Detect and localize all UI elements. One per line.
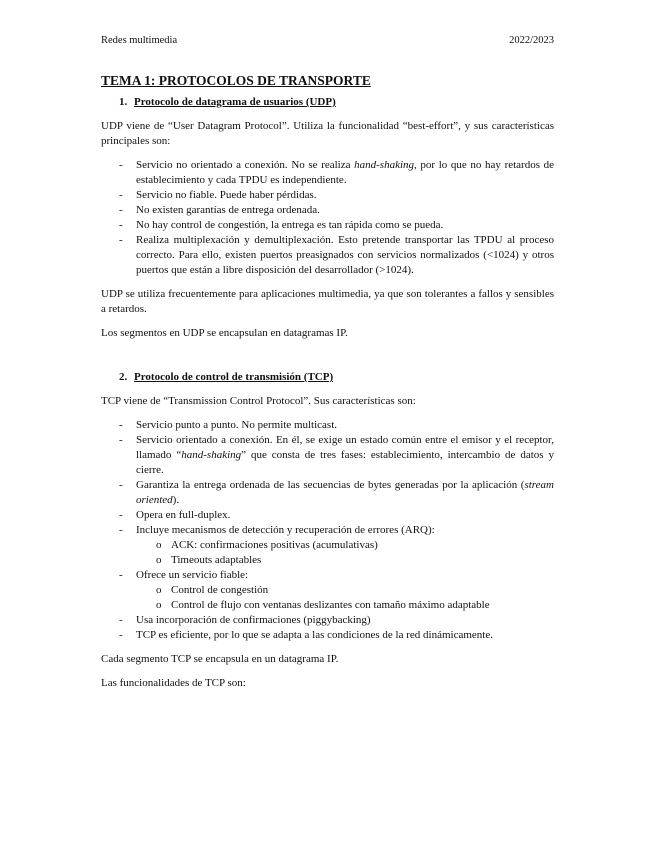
section-udp-title: Protocolo de datagrama de usuarios (UDP): [134, 96, 336, 108]
dash-bullet: -: [119, 629, 123, 641]
list-item: - Servicio punto a punto. No permite multicast.: [119, 419, 338, 431]
dash-bullet: -: [119, 159, 123, 171]
section-tcp-number: 2.: [119, 371, 128, 383]
sublist-item: o Control de congestión: [156, 584, 269, 596]
section-tcp-title: Protocolo de control de transmisión (TCP): [134, 371, 334, 383]
header-subject: Redes multimedia: [101, 35, 178, 46]
dash-bullet: -: [119, 434, 123, 446]
header-year: 2022/2023: [509, 35, 554, 46]
list-item: - Garantiza la entrega ordenada de las secuencias de bytes generadas por la aplicación (stream oriented).: [119, 479, 554, 506]
tcp-paragraph-encapsulation: Cada segmento TCP se encapsula en un datagrama IP.: [101, 653, 339, 665]
circle-bullet: o: [156, 539, 162, 551]
dash-bullet: -: [119, 524, 123, 536]
tcp-paragraph-functionalities: Las funcionalidades de TCP son:: [101, 677, 246, 689]
tcp-arq-sublist: [136, 538, 554, 568]
tcp-feature-list: [101, 418, 554, 643]
udp-paragraph-encapsulation: Los segmentos en UDP se encapsulan en datagramas IP.: [101, 327, 348, 339]
udp-paragraph-usage: UDP se utiliza frecuentemente para aplicaciones multimedia, ya que son tolerantes a fallos y sensibles a retardos.: [101, 288, 554, 315]
udp-intro: UDP viene de “User Datagram Protocol”. Utiliza la funcionalidad “best-effort”, y sus características principales son:: [101, 120, 554, 147]
tcp-intro: TCP viene de “Transmission Control Protocol”. Sus características son:: [101, 395, 416, 407]
list-item: - Incluye mecanismos de detección y recuperación de errores (ARQ): o ACK: confirmaciones positivas (acumulativas) o Timeouts adaptables: [101, 523, 554, 568]
circle-bullet: o: [156, 599, 162, 611]
dash-bullet: -: [119, 419, 123, 431]
list-item: - Ofrece un servicio fiable: o Control de congestión o Control de flujo con ventanas deslizantes con tamaño máximo adaptable: [101, 568, 554, 613]
tcp-reliability-sublist: [136, 583, 554, 613]
udp-feature-list: [101, 158, 554, 278]
section-tcp-heading: [101, 370, 554, 385]
sublist-item: o ACK: confirmaciones positivas (acumulativas): [156, 539, 378, 551]
circle-bullet: o: [156, 554, 162, 566]
dash-bullet: -: [119, 569, 123, 581]
dash-bullet: -: [119, 219, 123, 231]
document-title: TEMA 1: PROTOCOLOS DE TRANSPORTE: [101, 73, 371, 88]
dash-bullet: -: [119, 479, 123, 491]
sublist-item: o Timeouts adaptables: [156, 554, 262, 566]
dash-bullet: -: [119, 204, 123, 216]
section-spacer: [101, 350, 554, 370]
dash-bullet: -: [119, 614, 123, 626]
list-item: - Opera en full-duplex.: [119, 509, 231, 521]
dash-bullet: -: [119, 189, 123, 201]
list-item: - TCP es eficiente, por lo que se adapta a las condiciones de la red dinámicamente.: [119, 629, 493, 641]
sublist-item: o Control de flujo con ventanas deslizantes con tamaño máximo adaptable: [156, 599, 490, 611]
list-item: - Servicio no fiable. Puede haber pérdidas.: [119, 189, 317, 201]
list-item: - Realiza multiplexación y demultiplexación. Esto pretende transportar las TPDU al proceso correcto. Para ello, existen puertos preasignados con servicios normalizados (<1024) y otros puertos que están a libre disposición del desarrollador (>1024).: [119, 234, 554, 276]
dash-bullet: -: [119, 234, 123, 246]
circle-bullet: o: [156, 584, 162, 596]
section-udp-number: 1.: [119, 96, 128, 108]
list-item: - Usa incorporación de confirmaciones (piggybacking): [119, 614, 371, 626]
dash-bullet: -: [119, 509, 123, 521]
list-item: - No existen garantías de entrega ordenada.: [119, 204, 320, 216]
list-item: - Servicio orientado a conexión. En él, se exige un estado común entre el emisor y el receptor, llamado “hand-shaking” que consta de tres fases: establecimiento, intercambio de datos y cierre.: [119, 434, 554, 476]
list-item: - Servicio no orientado a conexión. No se realiza hand-shaking, por lo que no hay retardos de establecimiento y cada TPDU es independiente.: [119, 159, 555, 186]
list-item: - No hay control de congestión, la entrega es tan rápida como se pueda.: [119, 219, 444, 231]
section-udp-heading: [101, 95, 554, 110]
document-body: [101, 72, 554, 700]
